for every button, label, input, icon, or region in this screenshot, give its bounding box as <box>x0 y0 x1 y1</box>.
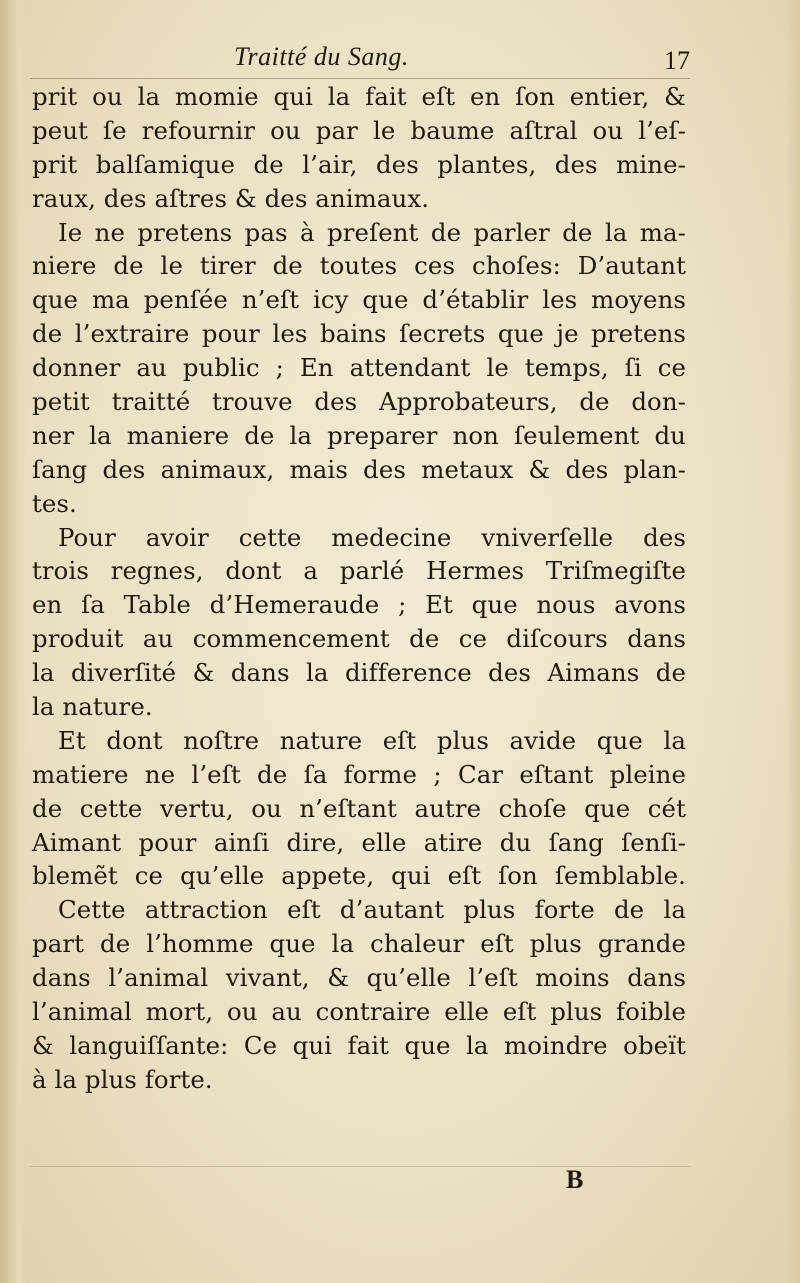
text-line: à la plus forte. <box>32 1064 213 1094</box>
page-edge <box>786 0 800 1283</box>
text-line: la diverſité & dans la difference des Aimans de <box>32 658 686 688</box>
text-line: trois regnes, dont a parlé Hermes Triſmegiſte <box>32 556 686 586</box>
text-line: ſang des animaux, mais des metaux & des plan- <box>32 454 686 484</box>
text-line: Pour avoir cette medecine vniverſelle des <box>58 522 686 552</box>
signature-mark: B <box>566 1165 584 1194</box>
text-line: prit balſamique de l’air, des plantes, des mine- <box>32 149 686 179</box>
text-line: & languiſſante: Ce qui fait que la moindre obeït <box>32 1030 686 1060</box>
header-rule <box>30 78 690 79</box>
text-line: la nature. <box>32 692 153 722</box>
text-line: niere de le tirer de toutes ces choſes: D’autant <box>32 251 686 281</box>
text-line: donner au public ; En attendant le temps, ſi ce <box>32 353 686 383</box>
text-line: produit au commencement de ce diſcours dans <box>32 624 686 654</box>
running-head <box>30 42 690 82</box>
text-line: petit traitté trouve des Approbateurs, de don- <box>32 387 686 417</box>
text-line: raux, des aſtres & des animaux. <box>32 183 430 213</box>
text-line: en ſa Table d’Hemeraude ; Et que nous avons <box>32 590 686 620</box>
text-line: peut ſe refournir ou par le baume aſtral ou l’eſ- <box>32 115 686 145</box>
page-number: 17 <box>664 46 690 75</box>
text-line: Cette attraction eſt d’autant plus forte de la <box>58 895 686 925</box>
text-line: Et dont noſtre nature eſt plus avide que la <box>58 725 686 755</box>
running-title: Traitté du Sang. <box>234 42 409 71</box>
text-line: que ma penſée n’eſt icy que d’établir les moyens <box>32 285 686 315</box>
text-line: Aimant pour ainſi dire, elle atire du ſang ſenſi- <box>32 827 686 857</box>
text-line: part de l’homme que la chaleur eſt plus grande <box>32 929 686 959</box>
text-line: dans l’animal vivant, & qu’elle l’eſt moins dans <box>32 963 686 993</box>
body-text <box>32 80 686 1097</box>
text-line: de cette vertu, ou n’eſtant autre choſe que cét <box>32 793 686 823</box>
text-line: prit ou la momie qui la fait eſt en ſon entier, & <box>32 82 686 111</box>
footer-rule <box>30 1166 690 1167</box>
text-line: tes. <box>32 488 77 518</box>
text-line: matiere ne l’eſt de ſa forme ; Car eſtant pleine <box>32 759 686 789</box>
gutter-shadow <box>0 0 26 1283</box>
text-line: Ie ne pretens pas à preſent de parler de la ma- <box>58 217 686 247</box>
text-line: blemẽt ce qu’elle appete, qui eſt ſon ſemblable. <box>32 861 686 891</box>
text-line: de l’extraire pour les bains ſecrets que je pretens <box>32 319 686 349</box>
text-line: ner la maniere de la preparer non ſeulement du <box>32 420 686 450</box>
text-line: l’animal mort, ou au contraire elle eſt plus foible <box>32 997 686 1027</box>
